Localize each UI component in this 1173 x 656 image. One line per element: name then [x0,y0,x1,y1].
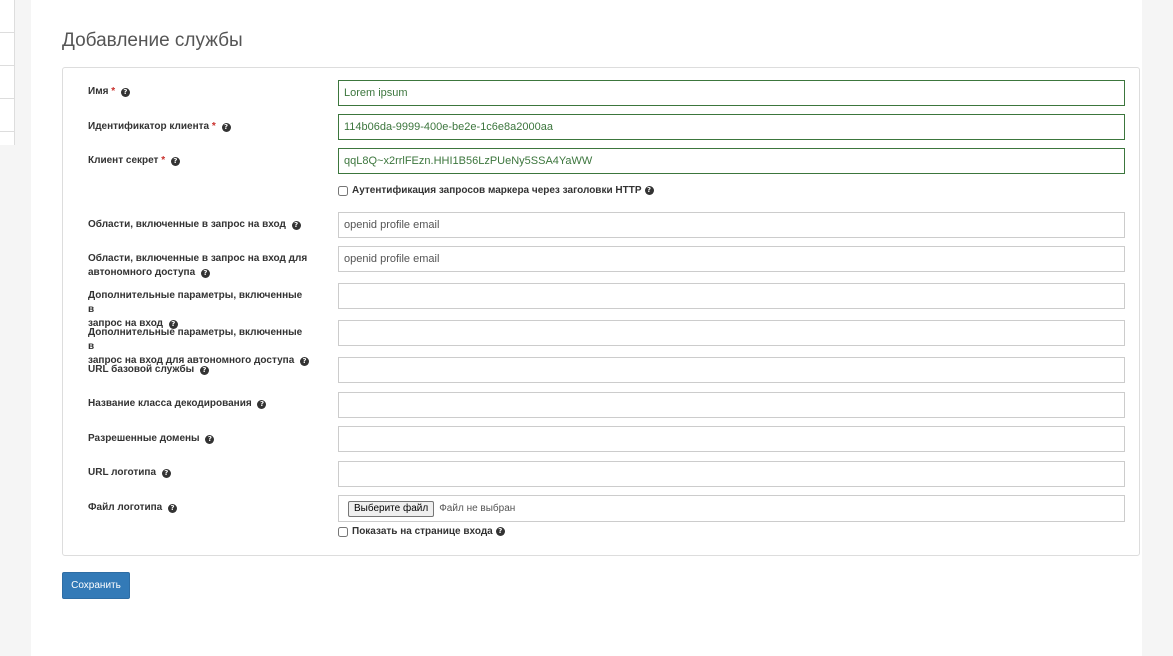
offline-scopes-label: Области, включенные в запрос на вход для автономного доступа ? [88,253,308,278]
help-icon[interactable]: ? [257,400,266,409]
help-icon[interactable]: ? [222,123,231,132]
base-url-label: URL базовой службы ? [88,363,310,377]
help-icon[interactable]: ? [292,221,301,230]
base-url-input[interactable] [338,357,1125,383]
required-mark: * [111,86,116,97]
logo-url-label: URL логотипа ? [88,466,310,480]
extra-params-input[interactable] [338,283,1125,309]
left-sidebar [0,0,15,145]
name-input[interactable] [338,80,1125,106]
name-label: Имя * ? [88,85,310,99]
help-icon[interactable]: ? [121,88,130,97]
help-icon[interactable]: ? [300,357,309,366]
show-on-login-checkbox-row[interactable]: Показать на странице входа ? [338,526,505,537]
client-id-input[interactable] [338,114,1125,140]
logo-file-picker [338,495,1125,522]
required-mark: * [211,121,216,132]
login-scopes-label: Области, включенные в запрос на вход ? [88,218,310,232]
file-status-text: Файл не выбран [439,503,516,514]
logo-url-input[interactable] [338,461,1125,487]
required-mark: * [161,155,166,166]
help-icon[interactable]: ? [171,157,180,166]
extra-params-offline-label: Дополнительные параметры, включенные в запрос на вход для автономного доступа ? [88,326,310,368]
page-title: Добавление службы [62,30,243,51]
allowed-domains-label: Разрешенные домены ? [88,432,310,446]
main-content [31,0,1142,656]
offline-scopes-input[interactable] [338,246,1125,272]
http-auth-checkbox-row[interactable]: Аутентификация запросов маркера через заголовки HTTP ? [338,185,654,196]
help-icon[interactable]: ? [169,320,178,329]
extra-params-offline-input[interactable] [338,320,1125,346]
decoder-class-input[interactable] [338,392,1125,418]
help-icon[interactable]: ? [162,469,171,478]
sidebar-item[interactable] [0,66,14,99]
decoder-class-label: Название класса декодирования ? [88,397,310,411]
sidebar-item[interactable] [0,0,14,33]
sidebar-item[interactable] [0,99,14,132]
service-form-panel [62,67,1140,556]
client-secret-input[interactable] [338,148,1125,174]
allowed-domains-input[interactable] [338,426,1125,452]
logo-file-label: Файл логотипа ? [88,501,310,515]
show-on-login-checkbox[interactable] [338,527,348,537]
help-icon[interactable]: ? [201,269,210,278]
help-icon[interactable]: ? [496,527,505,536]
choose-file-button[interactable]: Выберите файл [348,501,434,517]
help-icon[interactable]: ? [200,366,209,375]
client-secret-label: Клиент секрет * ? [88,154,310,168]
http-auth-checkbox[interactable] [338,186,348,196]
extra-params-label: Дополнительные параметры, включенные в запрос на вход ? [88,290,303,329]
help-icon[interactable]: ? [168,504,177,513]
help-icon[interactable]: ? [205,435,214,444]
sidebar-item[interactable] [0,33,14,66]
client-id-label: Идентификатор клиента * ? [88,120,310,134]
login-scopes-input[interactable] [338,212,1125,238]
help-icon[interactable]: ? [645,186,654,195]
save-button[interactable]: Сохранить [62,572,130,599]
